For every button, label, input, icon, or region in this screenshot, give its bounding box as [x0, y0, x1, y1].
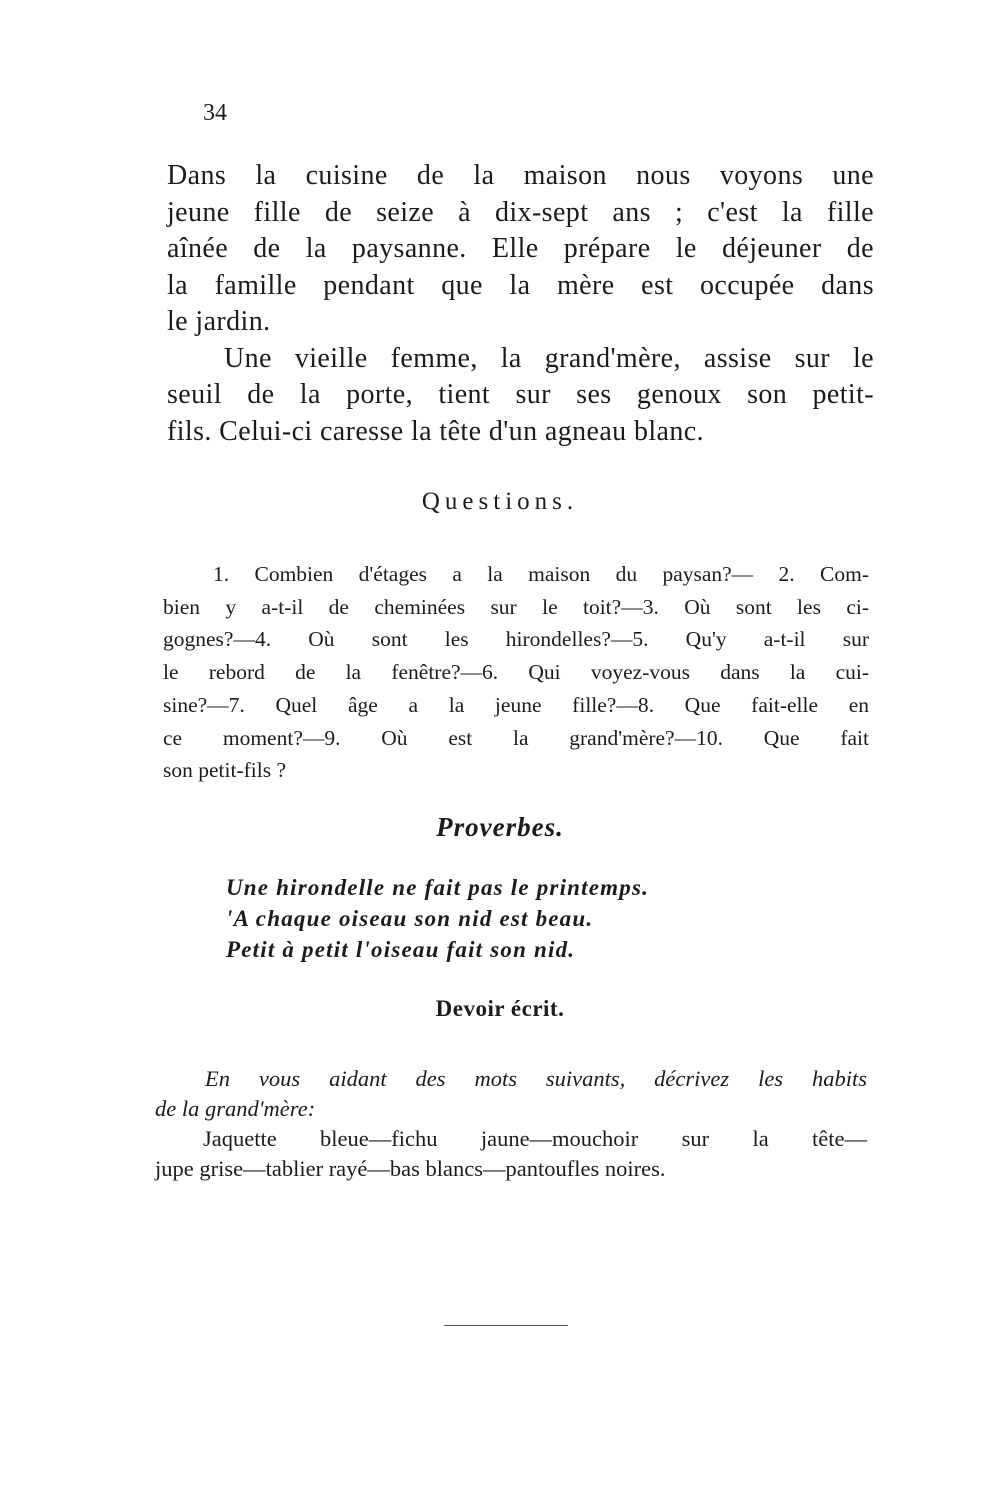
question-line: ce moment?—9. Où est la grand'mère?—10. Que fait — [163, 725, 869, 750]
question-line: son petit-fils ? — [163, 758, 287, 783]
text-line: aînée de la paysanne. Elle prépare le déjeuner de — [167, 233, 874, 264]
vocab-line: Jaquette bleue—fichu jaune—mouchoir sur la tête— — [203, 1126, 867, 1151]
question-line: bien y a-t-il de cheminées sur le toit?—3. Où sont les ci- — [163, 594, 869, 619]
text-line: la famille pendant que la mère est occupée dans — [167, 269, 874, 301]
question-line: 1. Combien d'étages a la maison du paysan?— 2. Com- — [213, 562, 869, 586]
text-line: Dans la cuisine de la maison nous voyons une — [167, 160, 874, 191]
text-line: jeune fille de seize à dix-sept ans ; c'est la fille — [167, 196, 874, 228]
proverb-line: Une hirondelle ne fait pas le printemps. — [226, 875, 650, 900]
questions-text — [163, 558, 869, 787]
proverbes-heading: Proverbes. — [436, 812, 564, 842]
instruction-line: de la grand'mère: — [155, 1096, 316, 1121]
page-number: 34 — [203, 100, 227, 126]
closing-rule — [444, 1325, 568, 1326]
question-line: sine?—7. Quel âge a la jeune fille?—8. Que fait-elle en — [163, 692, 869, 717]
question-line: gognes?—4. Où sont les hirondelles?—5. Qu'y a-t-il sur — [163, 627, 869, 652]
instruction-line: En vous aidant des mots suivants, décrivez les habits — [205, 1066, 867, 1091]
intro-text — [167, 158, 874, 450]
text-line: seuil de la porte, tient sur ses genoux son petit- — [167, 379, 874, 410]
proverb-line: Petit à petit l'oiseau fait son nid. — [226, 937, 576, 962]
text-line: le jardin. — [167, 306, 271, 337]
vocab-line: jupe grise—tablier rayé—bas blancs—pantoufles noires. — [155, 1156, 666, 1181]
question-line: le rebord de la fenêtre?—6. Qui voyez-vous dans la cui- — [163, 660, 869, 685]
text-line: fils. Celui-ci caresse la tête d'un agneau blanc. — [167, 415, 704, 447]
devoir-text — [155, 1064, 867, 1184]
questions-heading: Questions. — [421, 488, 579, 515]
proverb-line: 'A chaque oiseau son nid est beau. — [226, 906, 594, 931]
proverbes-list — [226, 872, 746, 965]
devoir-heading: Devoir écrit. — [435, 996, 565, 1021]
text-line: Une vieille femme, la grand'mère, assise sur le — [224, 342, 874, 374]
